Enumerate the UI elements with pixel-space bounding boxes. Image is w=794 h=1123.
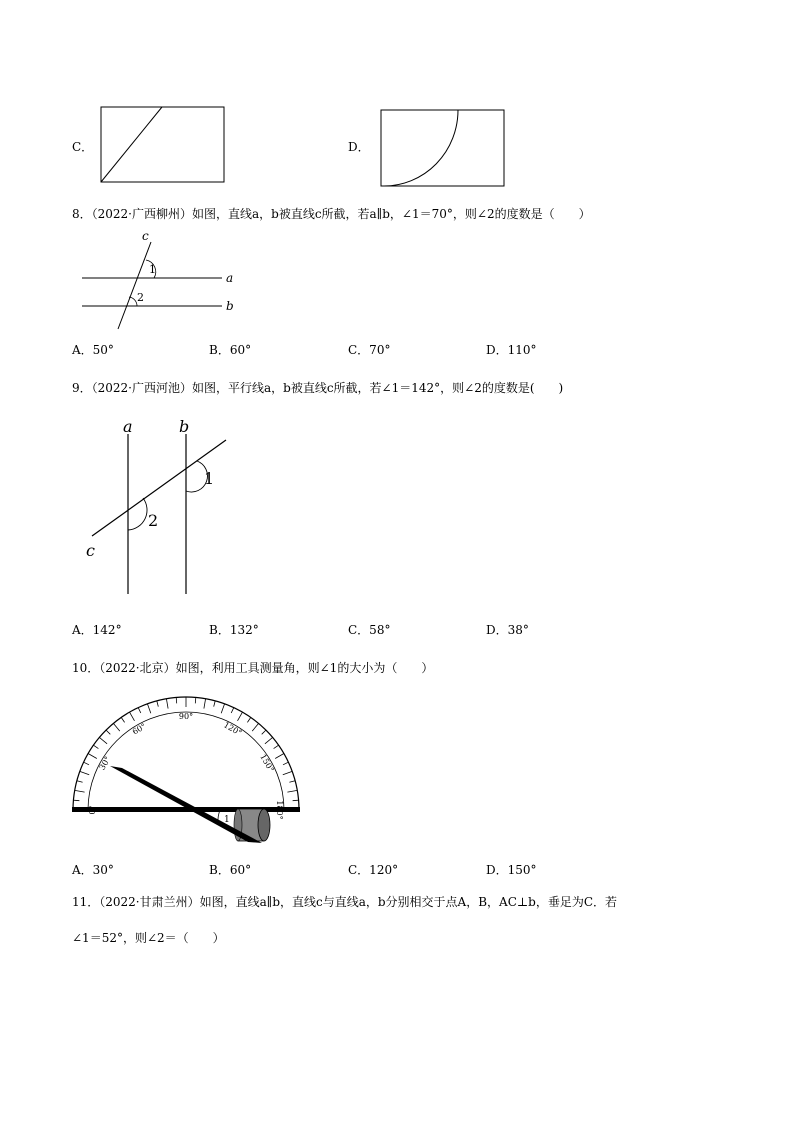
protractor [73, 697, 299, 820]
protractor-tick [265, 737, 273, 743]
protractor-tick [275, 754, 284, 759]
q9-label-b: b [179, 417, 190, 436]
protractor-tick [293, 800, 299, 801]
protractor-tick [252, 723, 258, 731]
q9-figure [80, 414, 240, 598]
protractor-tick [121, 717, 124, 722]
protractor-tick [84, 762, 89, 765]
protractor-tick [221, 704, 224, 713]
q10-option-d: D．150° [486, 863, 537, 877]
q10-option-a: A．30° [72, 863, 114, 877]
q8-label-c: c [142, 229, 149, 243]
protractor-tick [214, 701, 216, 707]
q10-option-b: B．60° [209, 863, 252, 877]
q11-stem-line1: 11．（2022·甘肃兰州）如图，直线a∥b，直线c与直线a，b分别相交于点A，B，AC⊥b，垂足为C．若 [72, 895, 618, 909]
q10-stem: 10．（2022·北京）如图，利用工具测量角，则∠1的大小为（ ） [72, 661, 434, 675]
q8-option-b: B．60° [209, 343, 252, 357]
q8-angle-2-label: 2 [137, 291, 144, 304]
protractor-tick-label: 60° [130, 721, 148, 737]
q7-option-c-label: C． [72, 140, 94, 154]
protractor-tick [80, 771, 89, 774]
protractor-tick [283, 762, 288, 765]
protractor-tick-label: 150° [258, 752, 276, 774]
protractor-tick [147, 704, 150, 713]
protractor-tick [73, 800, 79, 801]
protractor-tick [247, 717, 250, 722]
q9-label-c: c [86, 541, 95, 560]
q10-angle-1-label: 1 [224, 815, 230, 825]
q8-label-b: b [226, 299, 234, 313]
protractor-tick [113, 723, 119, 731]
protractor-tick [274, 745, 279, 748]
protractor-tick-label: 120° [222, 720, 244, 738]
protractor-tick [130, 712, 135, 721]
protractor-tick [157, 701, 159, 707]
protractor-tick-label: 90° [178, 712, 194, 721]
protractor-tick [287, 790, 297, 792]
q9-angle-2-label: 2 [148, 511, 159, 530]
q9-option-b: B．132° [209, 623, 259, 637]
protractor-tick [289, 781, 295, 783]
protractor-tick [166, 699, 168, 709]
q8-stem: 8．（2022·广西柳州）如图，直线a，b被直线c所截，若a∥b，∠1＝70°，则∠2的度数是（ ） [72, 207, 591, 221]
q9-angle-1-label: 1 [204, 469, 215, 488]
protractor-tick [204, 699, 206, 709]
q11-stem-line2: ∠1＝52°，则∠2＝（ ） [72, 931, 225, 945]
protractor-tick [176, 697, 177, 703]
q9-option-d: D．38° [486, 623, 529, 637]
q7-option-d-label: D． [348, 140, 370, 154]
q7-option-c-figure [100, 106, 226, 184]
protractor-tick [283, 771, 292, 774]
q8-angle-1-label: 1 [149, 263, 156, 276]
q9-option-a: A．142° [72, 623, 122, 637]
q8-option-d: D．110° [486, 343, 537, 357]
protractor-tick [93, 745, 98, 748]
protractor-tick [99, 737, 107, 743]
protractor-tick-label: 30° [97, 754, 113, 772]
protractor-tick [77, 781, 83, 783]
q8-label-a: a [226, 271, 234, 285]
q10-option-c: C．120° [348, 863, 399, 877]
protractor-tick [262, 730, 266, 734]
protractor-tick [75, 790, 85, 792]
protractor-tick [231, 708, 234, 713]
protractor-tick [88, 754, 97, 759]
protractor-tick [138, 708, 141, 713]
q10-figure [70, 694, 302, 846]
q8-figure [76, 228, 246, 332]
protractor-tick [106, 730, 110, 734]
protractor-tick [195, 697, 196, 703]
q8-option-c: C．70° [348, 343, 391, 357]
q7-option-d-figure [380, 109, 506, 188]
q8-option-a: A．50° [72, 343, 114, 357]
protractor-tick [238, 712, 243, 721]
measuring-bar [110, 766, 262, 843]
q9-stem: 9．（2022·广西河池）如图，平行线a，b被直线c所截，若∠1＝142°，则∠2的度数是( ) [72, 381, 564, 395]
q9-label-a: a [123, 417, 133, 436]
q9-option-c: C．58° [348, 623, 391, 637]
